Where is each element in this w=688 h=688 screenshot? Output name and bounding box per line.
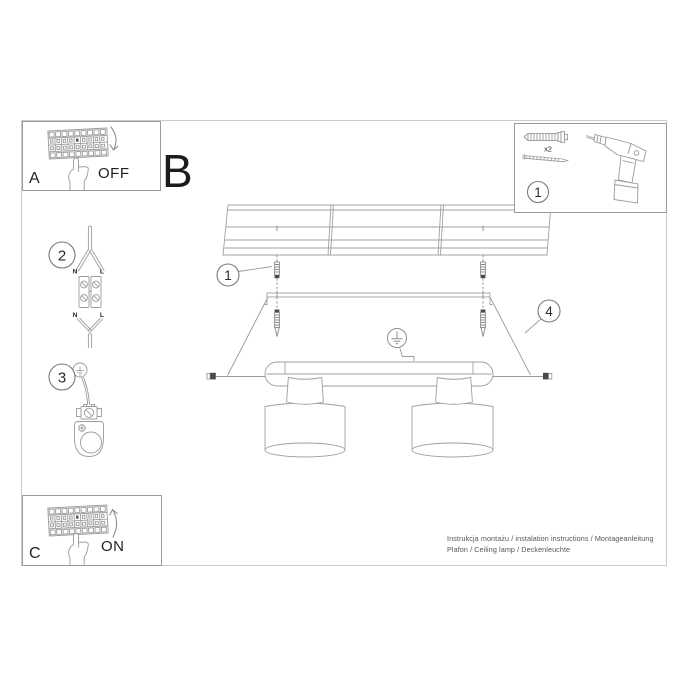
step-a-panel (22, 121, 161, 191)
pointing-hand-icon (69, 158, 89, 190)
live-top-label: L (99, 268, 105, 276)
earth-symbol-icon (388, 329, 415, 362)
step-c-panel (22, 495, 162, 566)
callout-canopy-number: 4 (545, 303, 553, 319)
arrow-down-icon (110, 127, 118, 150)
step-3-badge (49, 364, 75, 390)
breaker-panel-icon (48, 128, 108, 159)
supply-cable (88, 226, 91, 250)
lamp-illustration (265, 362, 493, 457)
terminal-block (79, 277, 101, 308)
ground-wire (82, 377, 90, 405)
kit-illustration (515, 124, 666, 212)
kit-box (514, 123, 667, 213)
installation-diagram (190, 200, 562, 470)
step-1-badge (528, 182, 549, 203)
cable-clamp (77, 405, 102, 420)
power-off-label: OFF (98, 165, 130, 182)
callout-canopy (525, 300, 560, 333)
power-on-label: ON (101, 538, 125, 555)
anchor-quantity-label: x2 (544, 144, 552, 154)
step-2-badge (49, 242, 75, 268)
footer-line-2: Plafon / Ceiling lamp / Deckenleuchte (447, 544, 571, 554)
step-a-label: A (29, 170, 40, 187)
grounding-diagram (45, 358, 115, 463)
arrow-up-icon (110, 510, 117, 538)
mounting-bar-illustration (265, 293, 493, 305)
drill-icon (586, 135, 646, 204)
footer-line-1: Instrukcja montażu / instalation instructions / Montageanleitung (447, 534, 654, 543)
step-2-number: 2 (57, 247, 67, 265)
live-bottom-label: L (99, 311, 105, 319)
callout-anchor (217, 264, 272, 286)
step-3-number: 3 (57, 369, 67, 387)
neutral-top-label: N (72, 268, 78, 276)
screw-icon (523, 154, 568, 162)
section-b-label: B (162, 145, 193, 197)
wire-merge (77, 318, 103, 332)
neutral-bottom-label: N (72, 311, 78, 319)
exit-cable (88, 334, 91, 349)
breaker-panel-icon (48, 505, 108, 536)
footer-caption (447, 534, 667, 555)
power-off-illustration (23, 122, 160, 190)
step-c-label: C (29, 545, 41, 562)
wall-anchor-icon (524, 132, 568, 143)
pointing-hand-icon (69, 534, 89, 566)
canopy-base (75, 422, 104, 457)
step-1-number: 1 (534, 184, 542, 200)
ceiling-illustration (223, 205, 551, 255)
wiring-diagram (45, 220, 115, 350)
power-on-illustration (23, 496, 161, 565)
callout-anchor-number: 1 (224, 267, 232, 283)
